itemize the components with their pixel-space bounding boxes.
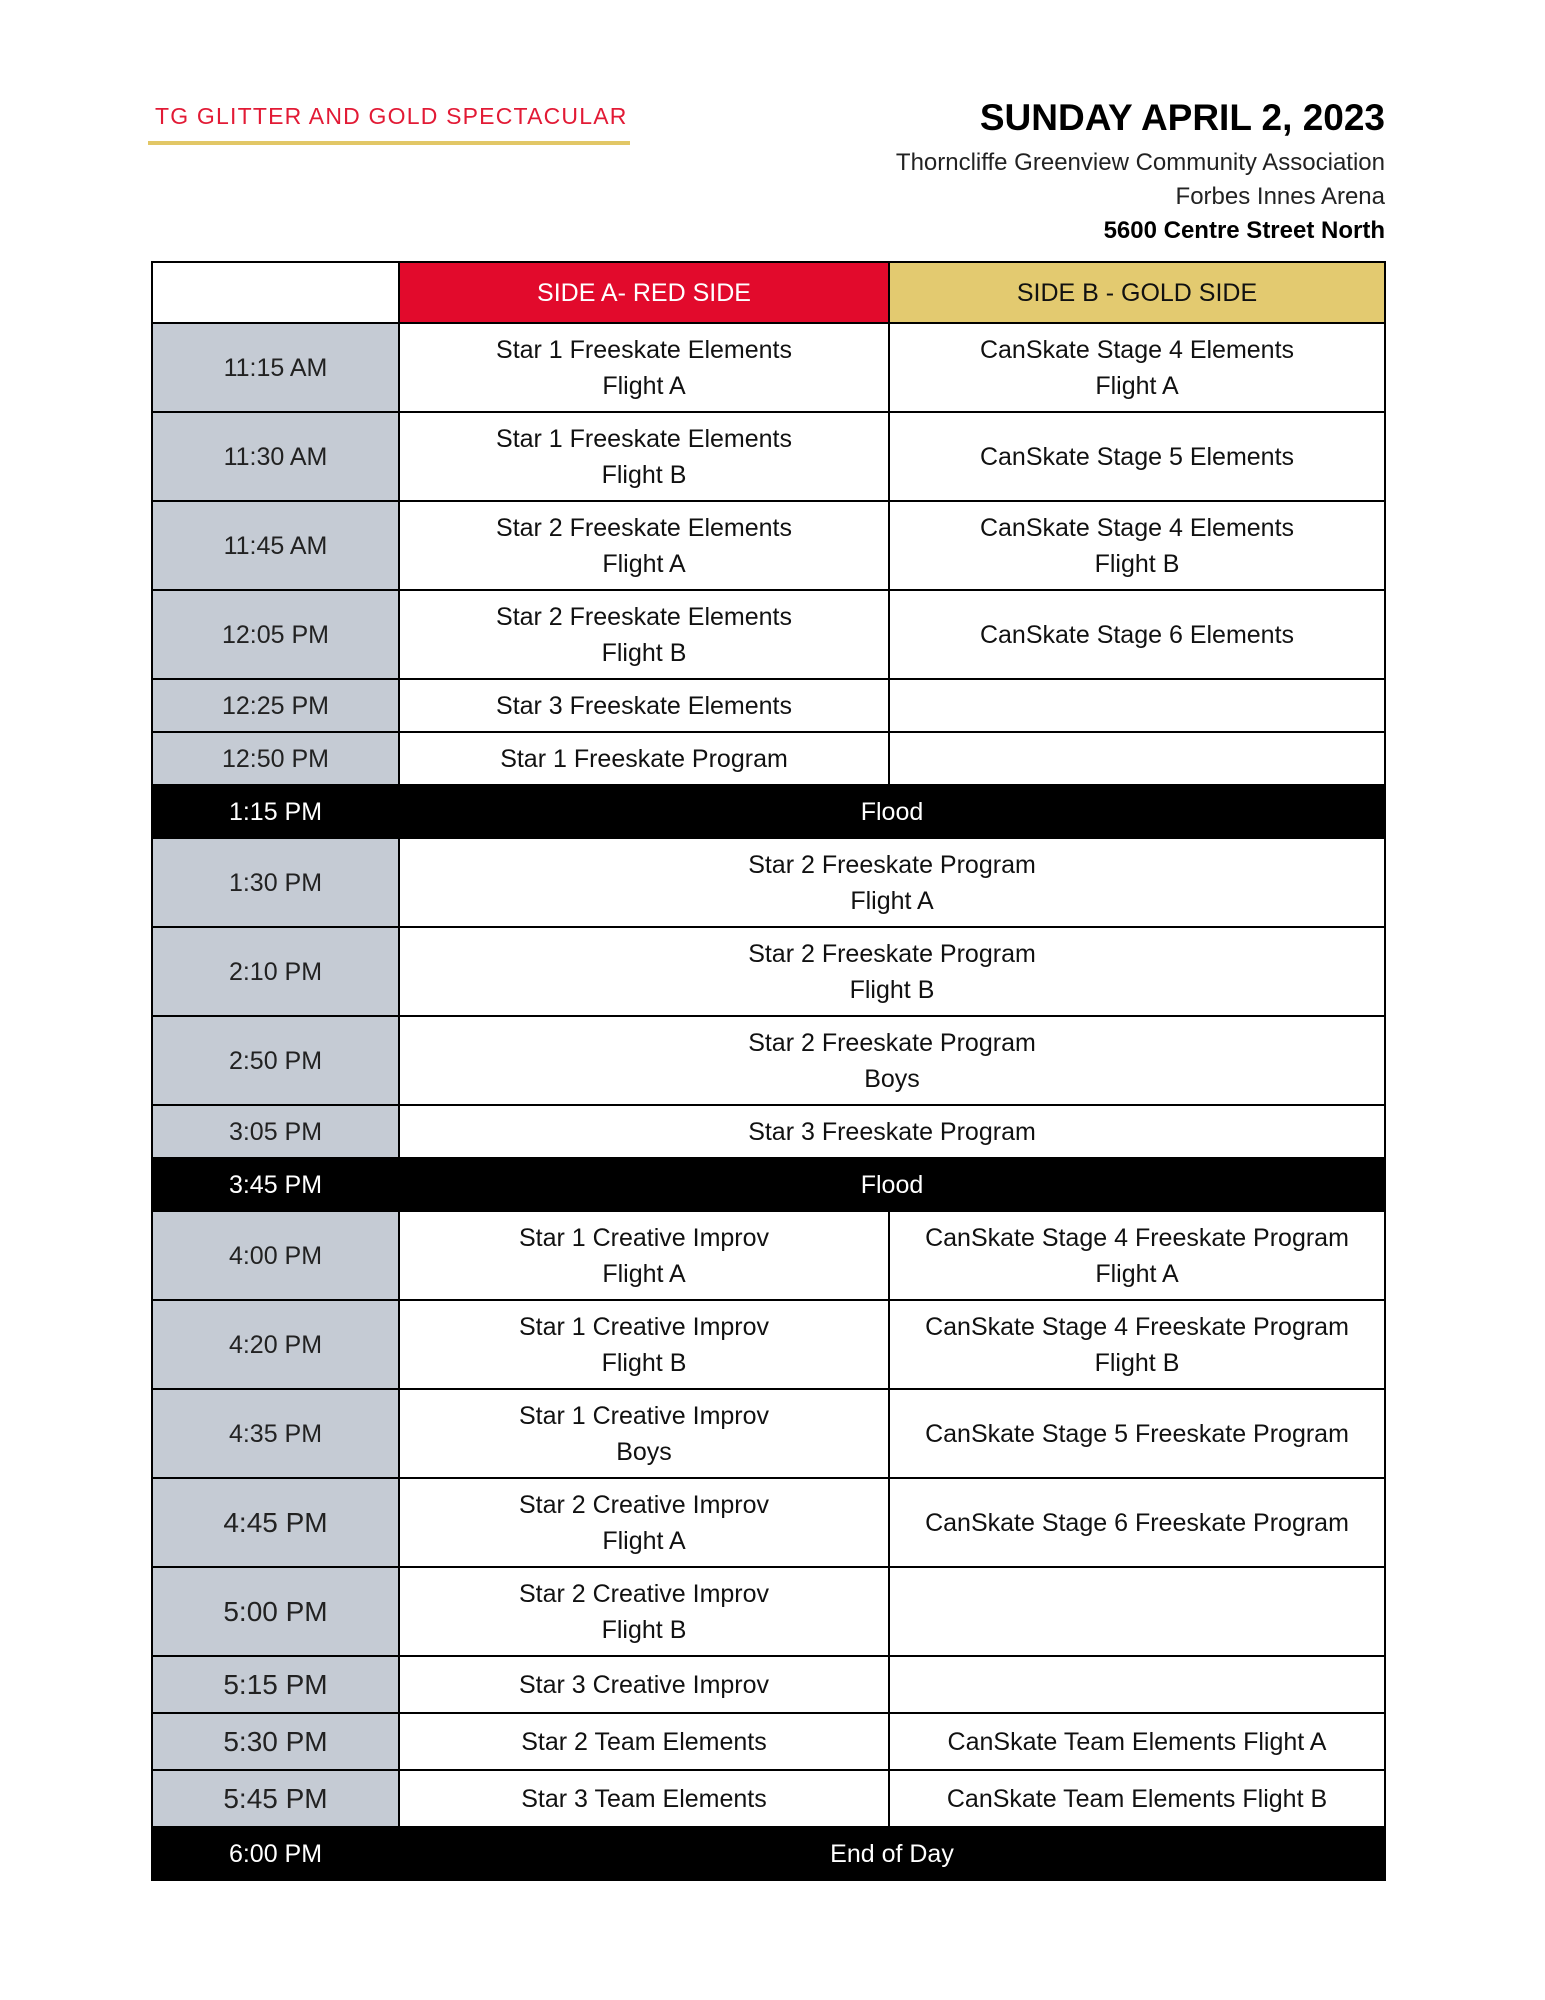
side-b-detail: Flight B	[1094, 549, 1180, 578]
side-b-cell	[889, 412, 1385, 501]
end-of-day-cell: End of Day	[399, 1827, 1385, 1880]
table-row	[152, 1656, 1385, 1713]
side-a-cell	[399, 412, 889, 501]
full-event: Star 2 Freeskate Program	[748, 850, 1036, 879]
side-a-cell	[399, 323, 889, 412]
full-detail: Boys	[864, 1064, 920, 1093]
table-row	[152, 1211, 1385, 1300]
side-a-cell	[399, 501, 889, 590]
side-a-cell	[399, 679, 889, 732]
side-a-event: Star 1 Freeskate Program	[500, 744, 788, 773]
side-a-cell	[399, 1656, 889, 1713]
side-b-event: CanSkate Team Elements Flight A	[947, 1727, 1327, 1756]
side-a-event: Star 1 Creative Improv	[518, 1401, 770, 1430]
time-cell: 4:20 PM	[152, 1300, 399, 1389]
time-cell: 12:05 PM	[152, 590, 399, 679]
side-b-cell	[889, 1770, 1385, 1827]
event-date: SUNDAY APRIL 2, 2023	[979, 97, 1385, 138]
table-row	[152, 927, 1385, 1016]
full-width-cell	[399, 1105, 1385, 1158]
table-row	[152, 323, 1385, 412]
side-a-detail: Flight A	[602, 371, 686, 400]
side-a-event: Star 1 Freeskate Elements	[496, 335, 792, 364]
side-a-cell	[399, 590, 889, 679]
side-a-event: Star 3 Creative Improv	[518, 1670, 770, 1699]
flood-row	[152, 785, 1385, 838]
side-b-detail: Flight A	[1095, 371, 1179, 400]
side-a-event: Star 3 Team Elements	[521, 1784, 767, 1813]
time-cell: 4:00 PM	[152, 1211, 399, 1300]
flood-cell: Flood	[399, 1158, 1385, 1211]
side-a-event: Star 2 Freeskate Elements	[496, 513, 792, 542]
time-cell: 2:10 PM	[152, 927, 399, 1016]
table-row	[152, 590, 1385, 679]
table-row	[152, 1770, 1385, 1827]
side-b-cell	[889, 732, 1385, 785]
table-row	[152, 412, 1385, 501]
side-a-cell	[399, 1713, 889, 1770]
full-detail: Flight A	[850, 886, 934, 915]
event-title: TG GLITTER AND GOLD SPECTACULAR	[155, 103, 628, 129]
side-b-cell	[889, 679, 1385, 732]
table-row	[152, 732, 1385, 785]
time-cell: 12:25 PM	[152, 679, 399, 732]
side-a-cell	[399, 1211, 889, 1300]
side-b-event: CanSkate Stage 5 Elements	[979, 442, 1295, 471]
time-cell: 5:45 PM	[152, 1770, 399, 1827]
side-a-detail: Flight B	[601, 1348, 687, 1377]
title-underline	[148, 141, 630, 145]
table-row	[152, 501, 1385, 590]
side-a-event: Star 2 Creative Improv	[518, 1490, 770, 1519]
header-side-a: SIDE A- RED SIDE	[399, 262, 889, 323]
side-b-detail: Flight B	[1094, 1348, 1180, 1377]
table-row	[152, 679, 1385, 732]
time-cell: 4:35 PM	[152, 1389, 399, 1478]
side-a-event: Star 2 Team Elements	[521, 1727, 767, 1756]
venue-arena: Forbes Innes Arena	[1175, 183, 1385, 210]
side-b-event: CanSkate Team Elements Flight B	[946, 1784, 1328, 1813]
table-row	[152, 838, 1385, 927]
side-b-cell	[889, 501, 1385, 590]
full-event: Star 2 Freeskate Program	[748, 939, 1036, 968]
time-cell: 11:15 AM	[152, 323, 399, 412]
full-width-cell	[399, 1016, 1385, 1105]
time-cell: 1:15 PM	[152, 785, 399, 838]
side-b-event: CanSkate Stage 4 Freeskate Program	[925, 1223, 1349, 1252]
time-cell: 5:00 PM	[152, 1567, 399, 1656]
full-detail: Flight B	[849, 975, 935, 1004]
table-row	[152, 1300, 1385, 1389]
header-side-b: SIDE B - GOLD SIDE	[889, 262, 1385, 323]
table-row	[152, 1389, 1385, 1478]
side-a-cell	[399, 1478, 889, 1567]
time-cell: 6:00 PM	[152, 1827, 399, 1880]
time-cell: 3:45 PM	[152, 1158, 399, 1211]
time-cell: 5:15 PM	[152, 1656, 399, 1713]
side-b-cell	[889, 1211, 1385, 1300]
side-b-event: CanSkate Stage 5 Freeskate Program	[925, 1419, 1349, 1448]
end-of-day-row	[152, 1827, 1385, 1880]
side-a-detail: Boys	[616, 1437, 672, 1466]
side-a-event: Star 3 Freeskate Elements	[496, 691, 792, 720]
time-cell: 2:50 PM	[152, 1016, 399, 1105]
side-a-event: Star 2 Freeskate Elements	[496, 602, 792, 631]
time-cell: 3:05 PM	[152, 1105, 399, 1158]
side-a-event: Star 1 Creative Improv	[518, 1223, 770, 1252]
full-event: Star 2 Freeskate Program	[748, 1028, 1036, 1057]
side-b-detail: Flight A	[1095, 1259, 1179, 1288]
venue-organization: Thorncliffe Greenview Community Association	[895, 149, 1385, 176]
flood-row	[152, 1158, 1385, 1211]
side-b-cell	[889, 323, 1385, 412]
time-cell: 1:30 PM	[152, 838, 399, 927]
time-cell: 5:30 PM	[152, 1713, 399, 1770]
table-header-row	[152, 262, 1385, 323]
side-a-detail: Flight B	[601, 1615, 687, 1644]
side-b-event: CanSkate Stage 4 Elements	[979, 335, 1295, 364]
side-a-cell	[399, 1389, 889, 1478]
time-cell: 4:45 PM	[152, 1478, 399, 1567]
venue-address: 5600 Centre Street North	[1103, 217, 1385, 244]
side-b-cell	[889, 1656, 1385, 1713]
table-row	[152, 1478, 1385, 1567]
side-b-event: CanSkate Stage 4 Elements	[979, 513, 1295, 542]
header-info	[896, 96, 1385, 248]
side-a-cell	[399, 1770, 889, 1827]
side-a-detail: Flight A	[602, 1526, 686, 1555]
side-b-cell	[889, 1300, 1385, 1389]
schedule-table	[151, 261, 1386, 1881]
side-a-detail: Flight A	[602, 1259, 686, 1288]
side-a-detail: Flight B	[601, 460, 687, 489]
full-event: Star 3 Freeskate Program	[748, 1117, 1036, 1146]
table-row	[152, 1105, 1385, 1158]
flood-cell: Flood	[399, 785, 1385, 838]
side-b-cell	[889, 1389, 1385, 1478]
side-b-event: CanSkate Stage 6 Elements	[979, 620, 1295, 649]
table-row	[152, 1016, 1385, 1105]
side-a-detail: Flight A	[602, 549, 686, 578]
header-time-blank	[152, 262, 399, 323]
side-b-cell	[889, 1478, 1385, 1567]
table-row	[152, 1713, 1385, 1770]
side-a-detail: Flight B	[601, 638, 687, 667]
side-a-event: Star 1 Creative Improv	[518, 1312, 770, 1341]
side-b-cell	[889, 1713, 1385, 1770]
side-a-cell	[399, 1567, 889, 1656]
time-cell: 11:30 AM	[152, 412, 399, 501]
side-b-event: CanSkate Stage 6 Freeskate Program	[925, 1508, 1349, 1537]
side-a-event: Star 2 Creative Improv	[518, 1579, 770, 1608]
time-cell: 11:45 AM	[152, 501, 399, 590]
full-width-cell	[399, 838, 1385, 927]
side-b-cell	[889, 1567, 1385, 1656]
side-b-event: CanSkate Stage 4 Freeskate Program	[925, 1312, 1349, 1341]
side-a-cell	[399, 732, 889, 785]
full-width-cell	[399, 927, 1385, 1016]
time-cell: 12:50 PM	[152, 732, 399, 785]
table-row	[152, 1567, 1385, 1656]
side-a-event: Star 1 Freeskate Elements	[496, 424, 792, 453]
side-a-cell	[399, 1300, 889, 1389]
side-b-cell	[889, 590, 1385, 679]
